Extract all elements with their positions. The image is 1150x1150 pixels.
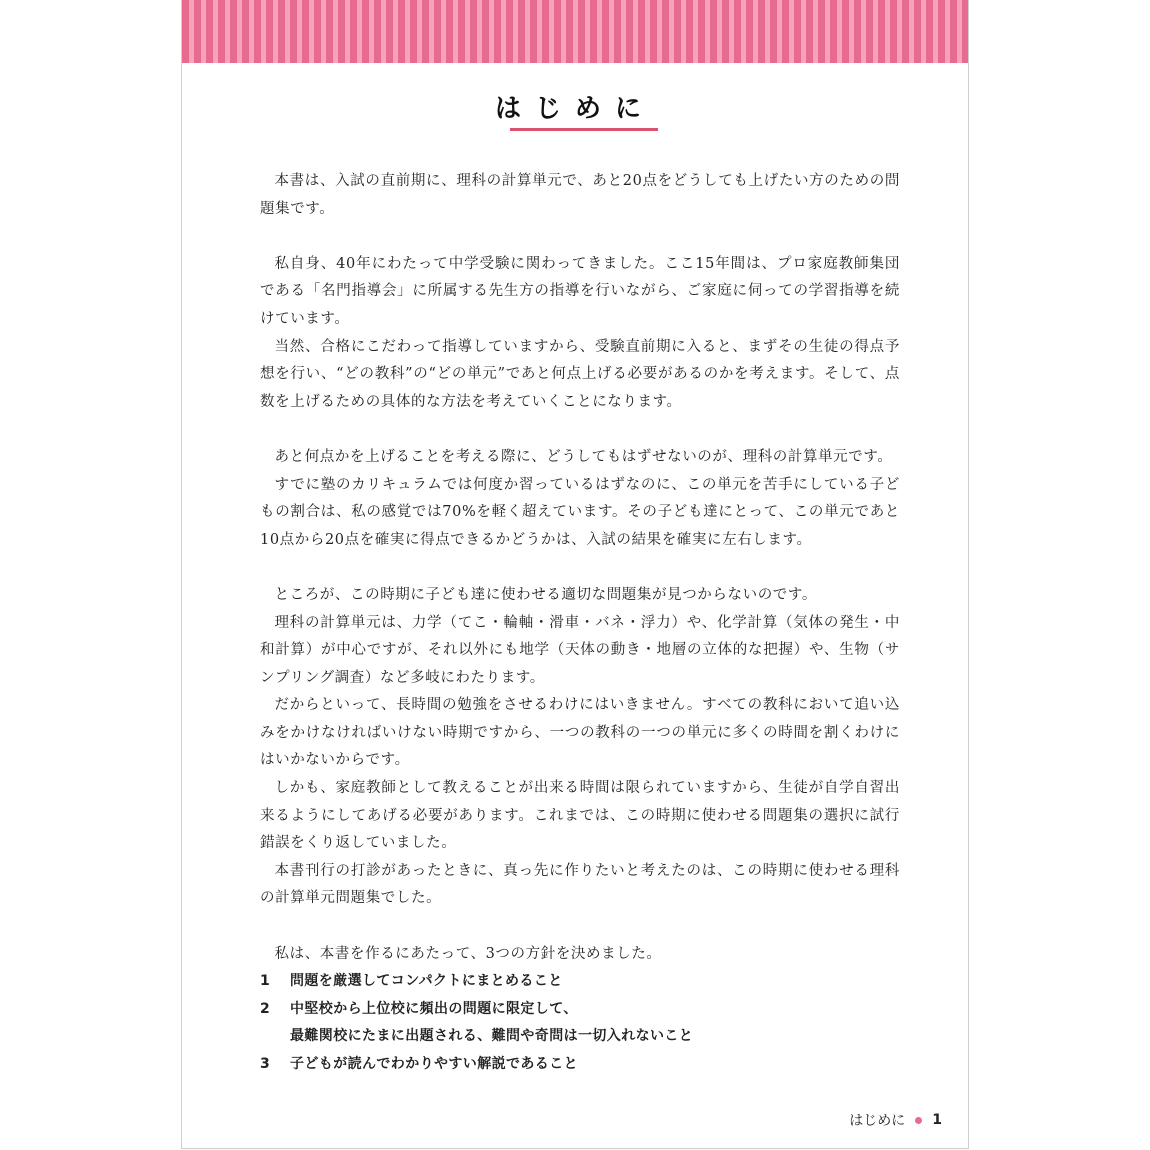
paragraph: 本書刊行の打診があったときに、真っ先に作りたいと考えたのは、この時期に使わせる理科の計算単元問題集でした。 — [260, 862, 900, 907]
title-underline — [510, 128, 658, 131]
paragraph: だからといって、長時間の勉強をさせるわけにはいきません。すべての教科において追い込みをかけなければいけない時期ですから、一つの教科の一つの単元に多くの時間を割くわけにはいかないからです。 — [260, 697, 900, 769]
paragraph-gap — [260, 554, 900, 582]
page-footer — [849, 1110, 942, 1130]
policy-number: 2 — [260, 1000, 271, 1017]
paragraph: あと何点かを上げることを考える際に、どうしてもはずせないのが、理科の計算単元です。 — [274, 448, 893, 465]
paragraph: 当然、合格にこだわって指導していますから、受験直前期に入ると、まずその生徒の得点予想を行い、“どの教科”の“どの単元”であと何点上げる必要があるのかを考えます。そして、点数を上げるための具体的な方法を考えていくことになります。 — [260, 338, 900, 410]
decorative-header-band — [182, 0, 968, 63]
paragraph: すでに塾のカリキュラムでは何度か習っているはずなのに、この単元を苦手にしている子どもの割合は、私の感覚では70%を軽く超えています。その子ども達にとって、この単元であと10点から20点を確実に得点できるかどうかは、入試の結果を確実に左右します。 — [260, 476, 900, 548]
policy-text: 中堅校から上位校に頻出の問題に限定して、 — [290, 1000, 578, 1017]
paragraph: 理科の計算単元は、力学（てこ・輪軸・滑車・バネ・浮力）や、化学計算（気体の発生・中和計算）が中心ですが、それ以外にも地学（天体の動き・地層の立体的な把握）や、生物（サンプリング調査）など多岐にわたります。 — [260, 614, 900, 686]
paragraph: 本書は、入試の直前期に、理科の計算単元で、あと20点をどうしても上げたい方のための問題集です。 — [260, 173, 900, 217]
footer-dot-icon — [915, 1117, 922, 1124]
paragraph-gap — [260, 416, 900, 444]
list-item — [260, 1051, 900, 1079]
book-page — [181, 0, 969, 1149]
footer-section-label: はじめに — [849, 1113, 906, 1129]
list-item — [260, 996, 900, 1024]
paragraph-gap — [260, 223, 900, 251]
body-text — [260, 168, 900, 1079]
policy-number: 3 — [260, 1056, 271, 1072]
policy-number — [260, 1023, 290, 1051]
policy-text: 子どもが読んでわかりやすい解説であること — [290, 1056, 578, 1072]
paragraph-gap — [260, 913, 900, 941]
policy-text: 問題を厳選してコンパクトにまとめること — [290, 973, 563, 990]
paragraph: ところが、この時期に子ども達に使わせる適切な問題集が見つからないのです。 — [274, 586, 817, 603]
list-item — [260, 1023, 900, 1051]
policy-number: 1 — [260, 973, 271, 990]
list-item — [260, 968, 900, 996]
page-number: 1 — [932, 1112, 942, 1128]
page-title: はじめに — [494, 94, 655, 124]
policy-text: 最難関校にたまに出題される、難問や奇問は一切入れないこと — [290, 1028, 694, 1045]
paragraph: 私は、本書を作るにあたって、3つの方針を決めました。 — [274, 945, 662, 962]
paragraph: 私自身、40年にわたって中学受験に関わってきました。ここ15年間は、プロ家庭教師集団である「名門指導会」に所属する先生方の指導を行いながら、ご家庭に伺っての学習指導を続けています。 — [260, 255, 900, 327]
paragraph: しかも、家庭教師として教えることが出来る時間は限られていますから、生徒が自学自習出来るようにしてあげる必要があります。これまでは、この時期に使わせる問題集の選択に試行錯誤をくり返していました。 — [260, 780, 900, 852]
policy-list — [260, 968, 900, 1078]
